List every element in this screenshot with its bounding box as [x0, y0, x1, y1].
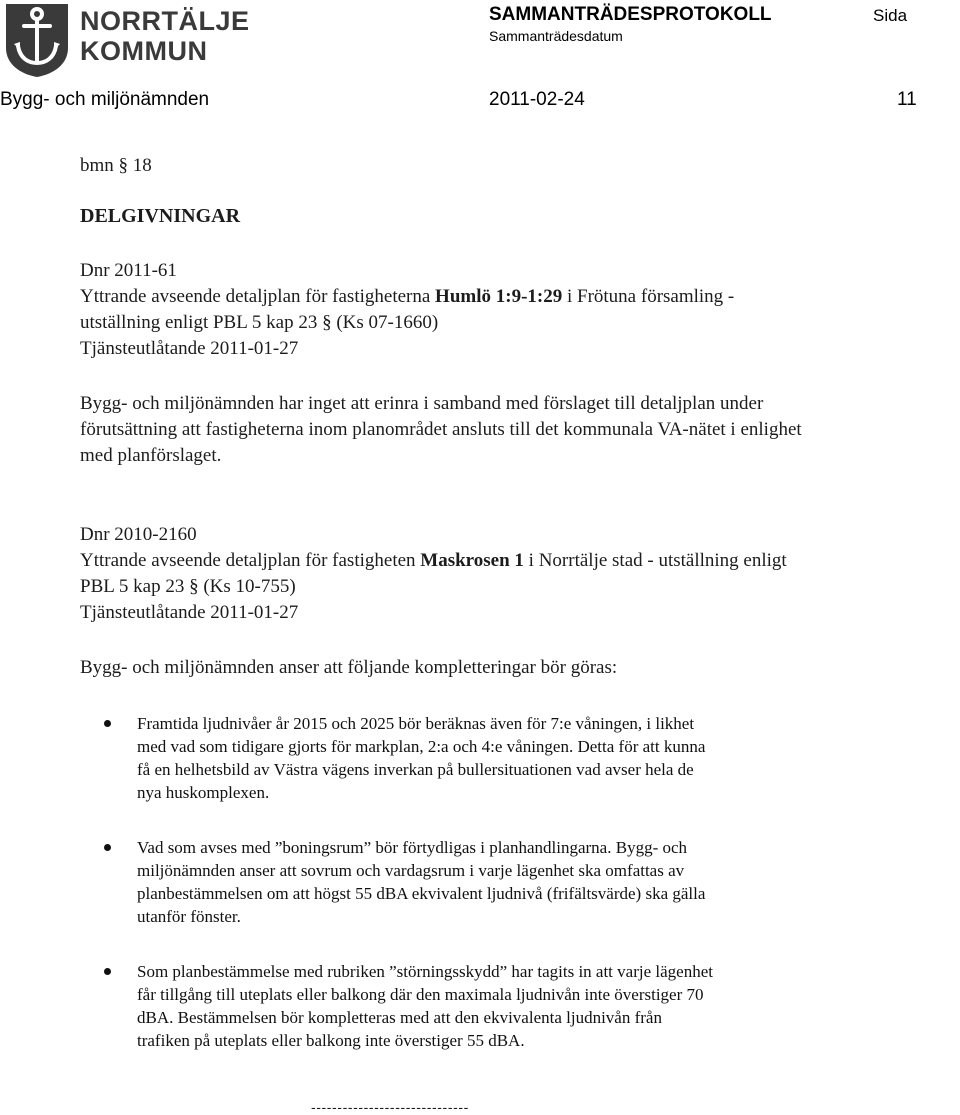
item-2-title: Yttrande avseende detaljplan för fastigheten Maskrosen 1 i Norrtälje stad - utställning enligt: [80, 550, 787, 571]
section-value: 18: [132, 155, 152, 176]
list-item: Som planbestämmelse med rubriken ”störningsskydd” har tagits in att varje lägenhet får tillgång till uteplats eller balkong där den maximala ljudnivån inte överstiger 70 dBA. Bestämmelsen bör kompletteras med att den ekvivalenta ljudnivån från trafiken på uteplats eller balkong inte överstiger 55 dBA.: [104, 960, 844, 1052]
item-2-intro: Bygg- och miljönämnden anser att följande kompletteringar bör göras:: [80, 657, 618, 678]
page-number: 11: [897, 89, 917, 110]
item-2-dnr: Dnr 2010-2160: [80, 524, 197, 545]
bullet-icon: [104, 720, 111, 727]
section-prefix: bmn: [80, 155, 114, 176]
requirements-list: [104, 712, 844, 1084]
paragraph-sign: §: [189, 576, 199, 597]
bullet-icon: [104, 844, 111, 851]
list-item: Framtida ljudnivåer år 2015 och 2025 bör beräknas även för 7:e våningen, i likhet med vad som tidigare gjorts för markplan, 2:a och 4:e våningen. Detta för att kunna få en helhetsbild av Västra vägens inverkan på bullersituationen vad avser hela de nya huskomplexen.: [104, 712, 844, 804]
item-1-dnr: Dnr 2011-61: [80, 260, 177, 281]
list-item: Vad som avses med ”boningsrum” bör förtydligas i planhandlingarna. Bygg- och miljönämnden anser att sovrum och vardagsrum i varje lägenhet ska omfattas av planbestämmelsen om att högst 55 dBA ekvivalent ljudnivå (frifältsvärde) ska gälla utanför fönster.: [104, 836, 844, 928]
section-number: [80, 153, 152, 179]
item-1-title-line-2: utställning enligt PBL 5 kap 23 § (Ks 07-1660): [80, 312, 439, 333]
paragraph-sign: §: [118, 155, 129, 176]
item-2-case: [80, 522, 960, 626]
page-label: Sida: [873, 6, 908, 25]
anchor-shield-icon: [4, 2, 70, 78]
item-1-case: [80, 258, 960, 362]
logo-line-2: KOMMUN: [80, 36, 208, 66]
committee-name: Bygg- och miljönämnden: [0, 89, 210, 110]
section-heading: DELGIVNINGAR: [80, 205, 241, 227]
item-1-title: Yttrande avseende detaljplan för fastigheterna Humlö 1:9-1:29 i Frötuna församling -: [80, 286, 735, 307]
paragraph-sign: §: [322, 312, 332, 333]
item-1-decision: Bygg- och miljönämnden har inget att erinra i samband med förslaget till detaljplan under förutsättning att fastigheterna inom planområdet ansluts till det kommunala VA-nätet i enlighet med planförslaget.: [80, 393, 802, 466]
item-2-officer-statement: Tjänsteutlåtande 2011-01-27: [80, 602, 299, 623]
meeting-date: 2011-02-24: [489, 89, 585, 110]
item-1-officer-statement: Tjänsteutlåtande 2011-01-27: [80, 338, 299, 359]
municipality-logo: [4, 2, 254, 80]
bullet-icon: [104, 968, 111, 975]
signature-line: ------------------------------: [311, 1099, 469, 1115]
protocol-title: SAMMANTRÄDESPROTOKOLL: [489, 4, 772, 25]
logo-line-1: NORRTÄLJE: [80, 6, 250, 36]
meeting-date-label: Sammanträdesdatum: [489, 28, 623, 44]
item-2-title-line-2: PBL 5 kap 23 § (Ks 10-755): [80, 576, 296, 597]
item-1-property: Humlö 1:9-1:29: [435, 286, 563, 307]
item-2-property: Maskrosen 1: [420, 550, 524, 571]
